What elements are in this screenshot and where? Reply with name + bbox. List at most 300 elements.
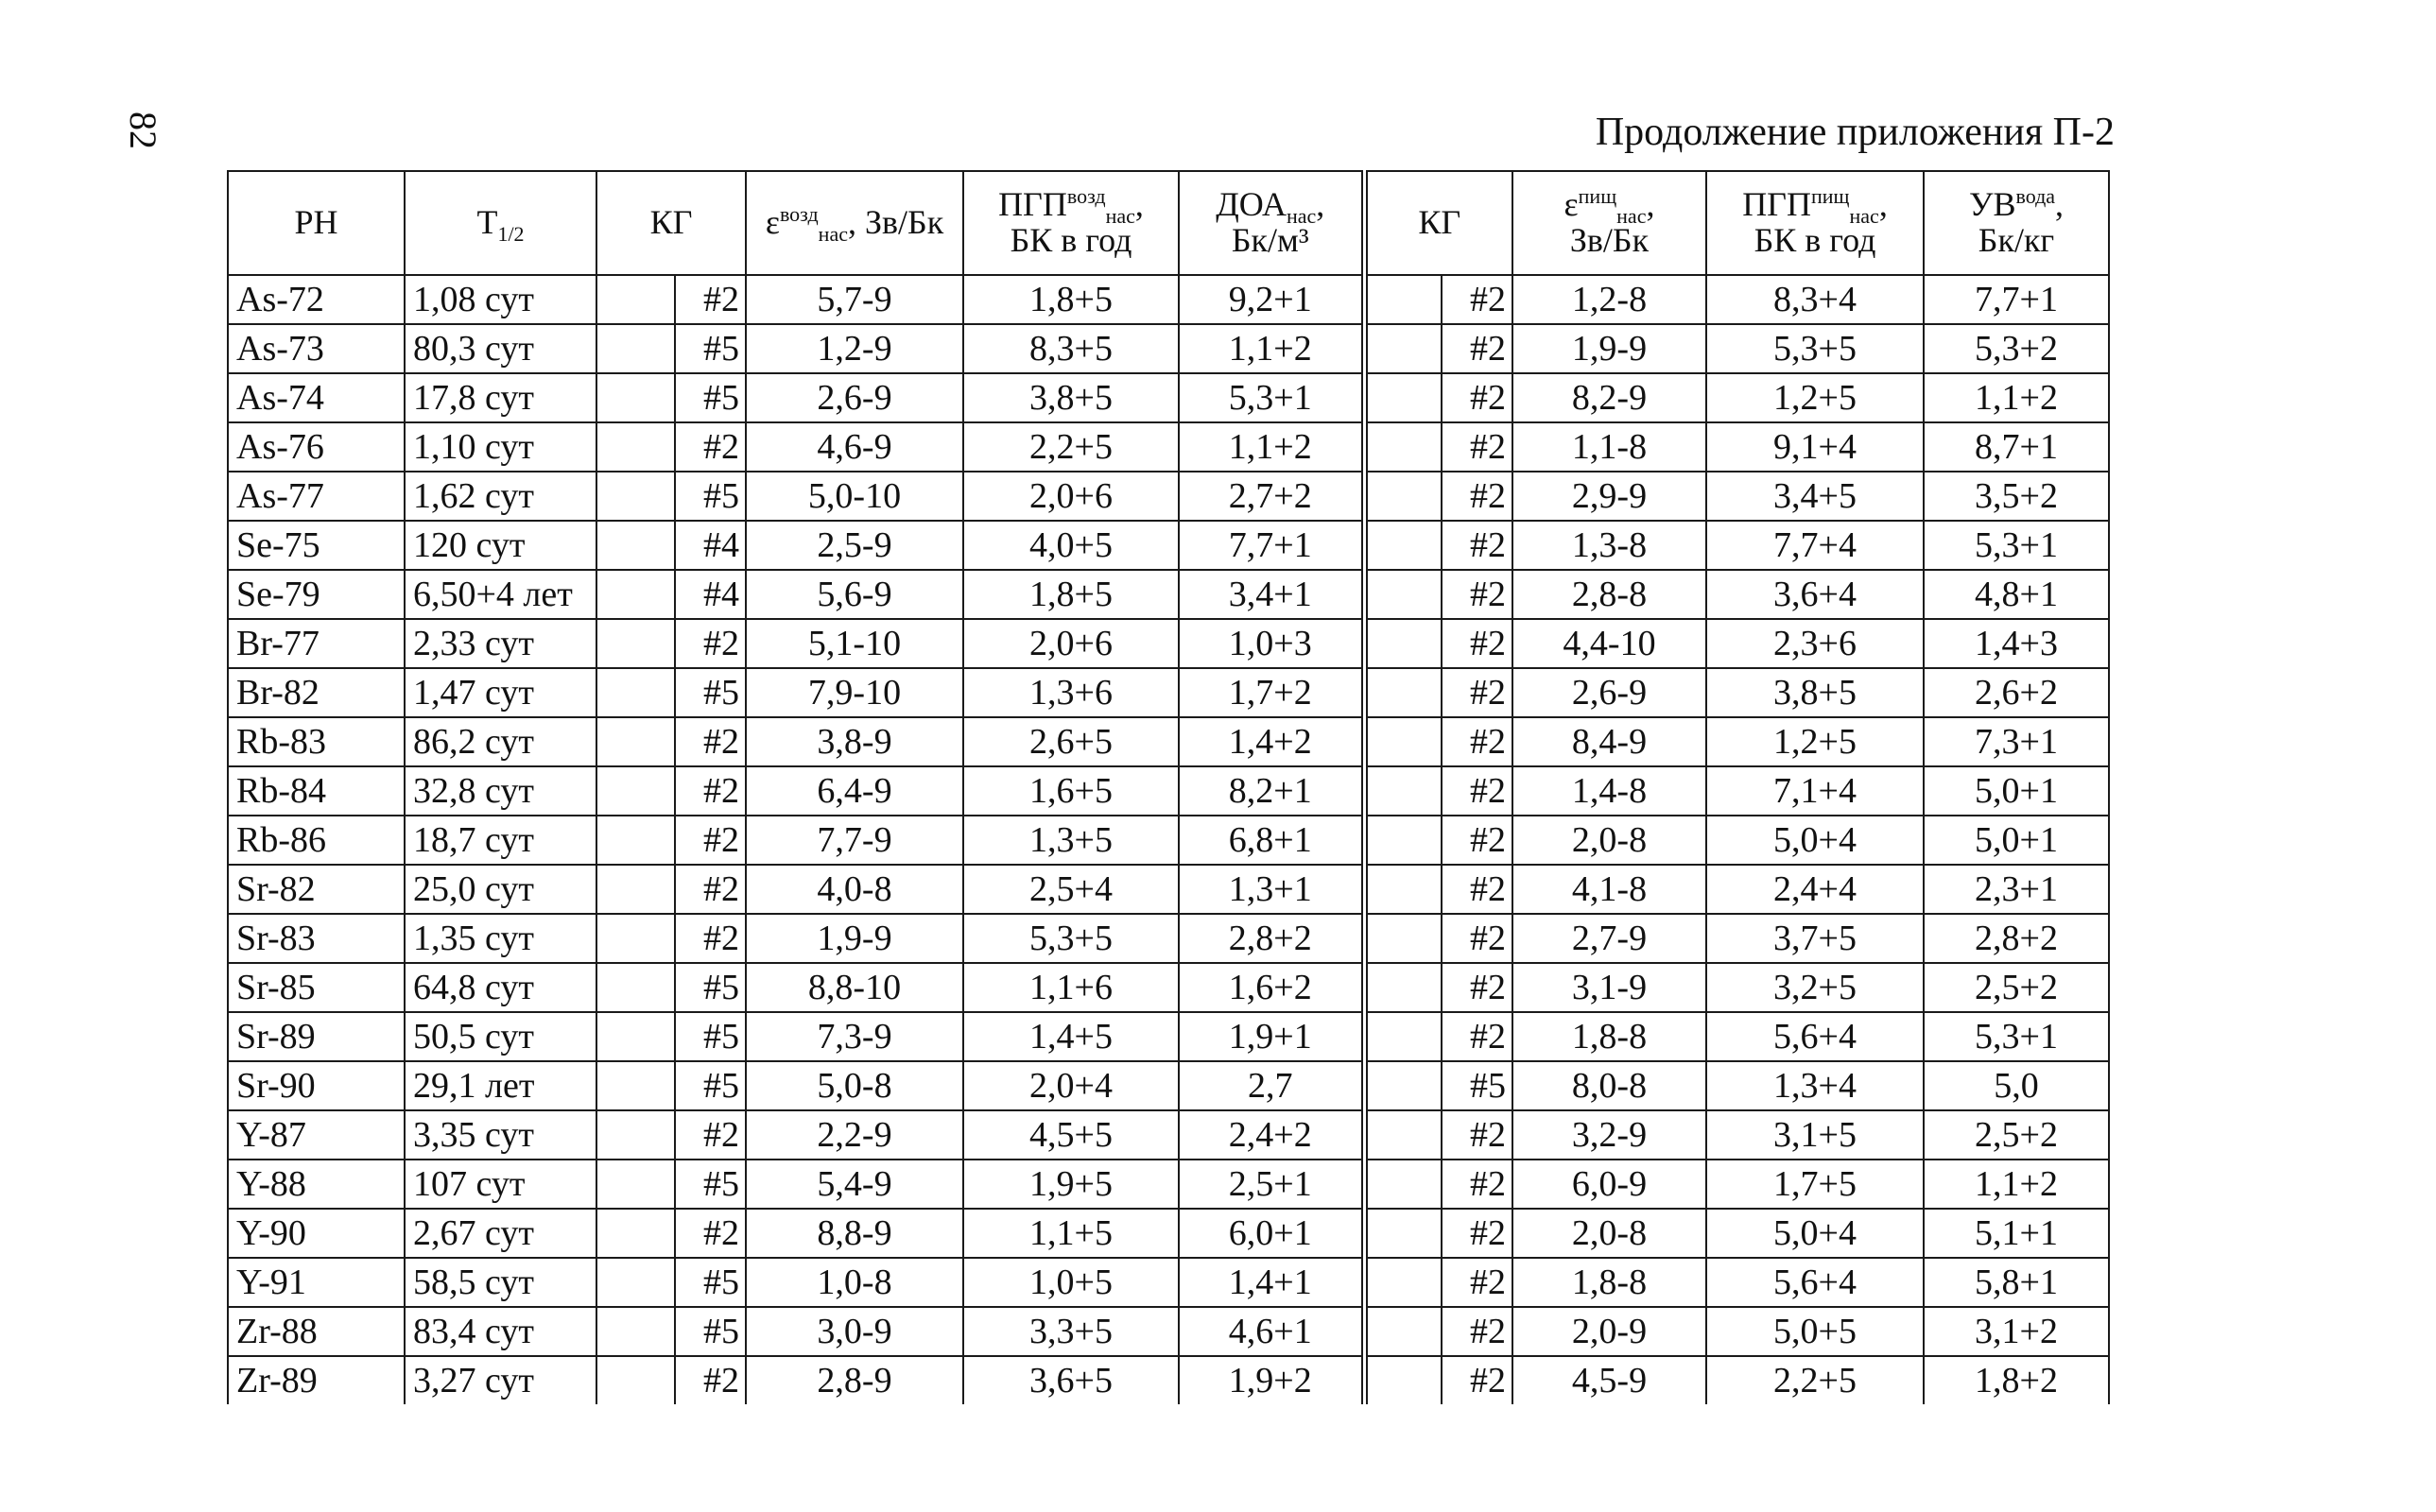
cell-kg-air-spacer <box>596 1061 675 1110</box>
table-row <box>228 275 2109 324</box>
cell-kg-air: #4 <box>675 570 746 619</box>
header-half-life: $T_{1/2}$ <box>405 171 596 275</box>
cell-pgp-food: 3,6+4 <box>1706 570 1924 619</box>
cell-kg-air-spacer <box>596 963 675 1012</box>
cell-eps-food: 1,1-8 <box>1512 422 1706 472</box>
cell-kg-air: #5 <box>675 1160 746 1209</box>
cell-pgp-food: 1,2+5 <box>1706 373 1924 422</box>
cell-kg-air: #2 <box>675 914 746 963</box>
cell-kg-food-spacer <box>1364 914 1442 963</box>
cell-rn: Rb-84 <box>228 766 405 816</box>
cell-uv-water: 5,3+2 <box>1924 324 2109 373</box>
table-row <box>228 865 2109 914</box>
table-row <box>228 521 2109 570</box>
cell-half-life: 80,3 сут <box>405 324 596 373</box>
cell-uv-water: 2,8+2 <box>1924 914 2109 963</box>
cell-kg-food: #2 <box>1442 275 1512 324</box>
table-row <box>228 816 2109 865</box>
cell-kg-air-spacer <box>596 619 675 668</box>
header-row <box>228 171 2109 275</box>
cell-eps-food: 3,2-9 <box>1512 1110 1706 1160</box>
cell-pgp-air: 3,6+5 <box>963 1356 1179 1404</box>
cell-eps-air: 6,4-9 <box>746 766 963 816</box>
cell-doa: 2,4+2 <box>1179 1110 1364 1160</box>
cell-kg-food-spacer <box>1364 570 1442 619</box>
cell-pgp-air: 1,0+5 <box>963 1258 1179 1307</box>
cell-half-life: 1,35 сут <box>405 914 596 963</box>
cell-pgp-air: 1,8+5 <box>963 570 1179 619</box>
header-pgp-air: $ПГП^{возд}_{нас}$, БК в год <box>963 171 1179 275</box>
cell-doa: 8,2+1 <box>1179 766 1364 816</box>
cell-kg-air-spacer <box>596 472 675 521</box>
cell-eps-food: 2,9-9 <box>1512 472 1706 521</box>
cell-doa: 6,0+1 <box>1179 1209 1364 1258</box>
cell-eps-food: 1,2-8 <box>1512 275 1706 324</box>
cell-kg-food-spacer <box>1364 422 1442 472</box>
cell-eps-food: 4,1-8 <box>1512 865 1706 914</box>
cell-kg-air-spacer <box>596 865 675 914</box>
cell-kg-food: #5 <box>1442 1061 1512 1110</box>
cell-kg-air: #2 <box>675 766 746 816</box>
cell-eps-food: 1,9-9 <box>1512 324 1706 373</box>
cell-kg-air-spacer <box>596 668 675 717</box>
cell-rn: Y-90 <box>228 1209 405 1258</box>
cell-rn: As-76 <box>228 422 405 472</box>
cell-kg-air: #2 <box>675 619 746 668</box>
cell-kg-air-spacer <box>596 324 675 373</box>
cell-doa: 9,2+1 <box>1179 275 1364 324</box>
cell-kg-air-spacer <box>596 1209 675 1258</box>
cell-rn: Rb-86 <box>228 816 405 865</box>
cell-doa: 2,5+1 <box>1179 1160 1364 1209</box>
cell-kg-food: #2 <box>1442 1160 1512 1209</box>
cell-eps-air: 1,0-8 <box>746 1258 963 1307</box>
cell-kg-air-spacer <box>596 570 675 619</box>
cell-uv-water: 7,7+1 <box>1924 275 2109 324</box>
cell-pgp-food: 1,7+5 <box>1706 1160 1924 1209</box>
cell-pgp-food: 1,2+5 <box>1706 717 1924 766</box>
cell-rn: Se-79 <box>228 570 405 619</box>
cell-rn: Y-87 <box>228 1110 405 1160</box>
cell-uv-water: 5,1+1 <box>1924 1209 2109 1258</box>
cell-kg-air-spacer <box>596 275 675 324</box>
cell-kg-food: #2 <box>1442 963 1512 1012</box>
cell-rn: As-74 <box>228 373 405 422</box>
cell-kg-air: #5 <box>675 1061 746 1110</box>
cell-doa: 1,3+1 <box>1179 865 1364 914</box>
cell-kg-food-spacer <box>1364 521 1442 570</box>
radionuclide-table-wrapper <box>227 170 2110 1404</box>
header-rn: РН <box>228 171 405 275</box>
cell-eps-air: 1,2-9 <box>746 324 963 373</box>
table-row <box>228 422 2109 472</box>
table-row <box>228 324 2109 373</box>
cell-rn: As-73 <box>228 324 405 373</box>
cell-uv-water: 5,3+1 <box>1924 521 2109 570</box>
cell-rn: Sr-90 <box>228 1061 405 1110</box>
cell-half-life: 18,7 сут <box>405 816 596 865</box>
cell-eps-food: 2,0-9 <box>1512 1307 1706 1356</box>
cell-pgp-air: 8,3+5 <box>963 324 1179 373</box>
cell-kg-food: #2 <box>1442 521 1512 570</box>
cell-pgp-air: 2,0+6 <box>963 619 1179 668</box>
cell-kg-food: #2 <box>1442 1307 1512 1356</box>
cell-uv-water: 7,3+1 <box>1924 717 2109 766</box>
cell-eps-air: 4,6-9 <box>746 422 963 472</box>
cell-half-life: 1,62 сут <box>405 472 596 521</box>
cell-pgp-air: 1,9+5 <box>963 1160 1179 1209</box>
cell-kg-food: #2 <box>1442 717 1512 766</box>
cell-pgp-food: 3,4+5 <box>1706 472 1924 521</box>
cell-kg-air: #2 <box>675 717 746 766</box>
header-uv-water: $УВ^{вода}$, Бк/кг <box>1924 171 2109 275</box>
cell-pgp-food: 2,3+6 <box>1706 619 1924 668</box>
cell-eps-food: 2,6-9 <box>1512 668 1706 717</box>
cell-eps-air: 5,6-9 <box>746 570 963 619</box>
cell-uv-water: 5,0+1 <box>1924 816 2109 865</box>
cell-pgp-air: 2,0+6 <box>963 472 1179 521</box>
cell-eps-food: 1,8-8 <box>1512 1012 1706 1061</box>
table-row <box>228 1012 2109 1061</box>
cell-pgp-air: 3,3+5 <box>963 1307 1179 1356</box>
cell-kg-air: #2 <box>675 1209 746 1258</box>
cell-kg-food-spacer <box>1364 963 1442 1012</box>
header-doa: $ДОА_{нас}$, Бк/м³ <box>1179 171 1364 275</box>
table-row <box>228 570 2109 619</box>
cell-rn: Sr-83 <box>228 914 405 963</box>
cell-half-life: 1,08 сут <box>405 275 596 324</box>
cell-kg-food: #2 <box>1442 1110 1512 1160</box>
cell-eps-food: 2,7-9 <box>1512 914 1706 963</box>
cell-kg-food: #2 <box>1442 472 1512 521</box>
cell-kg-food-spacer <box>1364 668 1442 717</box>
cell-doa: 1,0+3 <box>1179 619 1364 668</box>
cell-pgp-air: 3,8+5 <box>963 373 1179 422</box>
cell-rn: Rb-83 <box>228 717 405 766</box>
cell-half-life: 120 сут <box>405 521 596 570</box>
cell-eps-air: 3,0-9 <box>746 1307 963 1356</box>
cell-kg-air: #5 <box>675 1307 746 1356</box>
cell-kg-air-spacer <box>596 1258 675 1307</box>
cell-half-life: 25,0 сут <box>405 865 596 914</box>
cell-rn: Zr-88 <box>228 1307 405 1356</box>
cell-kg-air-spacer <box>596 717 675 766</box>
cell-half-life: 3,27 сут <box>405 1356 596 1404</box>
cell-rn: As-72 <box>228 275 405 324</box>
cell-eps-food: 3,1-9 <box>1512 963 1706 1012</box>
cell-kg-food: #2 <box>1442 1356 1512 1404</box>
cell-eps-air: 2,2-9 <box>746 1110 963 1160</box>
header-eps-air: $\varepsilon^{возд}_{нас}$, Зв/Бк <box>746 171 963 275</box>
cell-kg-food-spacer <box>1364 1012 1442 1061</box>
cell-pgp-air: 1,3+6 <box>963 668 1179 717</box>
cell-doa: 1,1+2 <box>1179 324 1364 373</box>
cell-kg-food: #2 <box>1442 373 1512 422</box>
cell-pgp-air: 1,6+5 <box>963 766 1179 816</box>
cell-eps-air: 3,8-9 <box>746 717 963 766</box>
cell-half-life: 83,4 сут <box>405 1307 596 1356</box>
cell-rn: Y-91 <box>228 1258 405 1307</box>
cell-doa: 1,9+2 <box>1179 1356 1364 1404</box>
cell-uv-water: 1,4+3 <box>1924 619 2109 668</box>
cell-pgp-food: 3,1+5 <box>1706 1110 1924 1160</box>
cell-eps-food: 2,0-8 <box>1512 1209 1706 1258</box>
cell-kg-food-spacer <box>1364 472 1442 521</box>
cell-kg-food-spacer <box>1364 1061 1442 1110</box>
cell-doa: 1,1+2 <box>1179 422 1364 472</box>
cell-kg-food-spacer <box>1364 816 1442 865</box>
cell-pgp-food: 5,3+5 <box>1706 324 1924 373</box>
cell-eps-air: 4,0-8 <box>746 865 963 914</box>
cell-kg-food: #2 <box>1442 766 1512 816</box>
cell-eps-food: 8,0-8 <box>1512 1061 1706 1110</box>
cell-eps-food: 4,4-10 <box>1512 619 1706 668</box>
cell-pgp-food: 2,2+5 <box>1706 1356 1924 1404</box>
cell-kg-food-spacer <box>1364 1160 1442 1209</box>
cell-uv-water: 2,5+2 <box>1924 1110 2109 1160</box>
cell-rn: Sr-89 <box>228 1012 405 1061</box>
table-row <box>228 1110 2109 1160</box>
cell-pgp-air: 1,1+6 <box>963 963 1179 1012</box>
cell-pgp-air: 1,3+5 <box>963 816 1179 865</box>
cell-eps-air: 2,5-9 <box>746 521 963 570</box>
cell-kg-air-spacer <box>596 1307 675 1356</box>
cell-eps-air: 8,8-9 <box>746 1209 963 1258</box>
cell-doa: 1,6+2 <box>1179 963 1364 1012</box>
cell-kg-food: #2 <box>1442 668 1512 717</box>
cell-kg-air-spacer <box>596 816 675 865</box>
cell-pgp-air: 2,6+5 <box>963 717 1179 766</box>
cell-kg-air: #5 <box>675 1258 746 1307</box>
cell-uv-water: 3,5+2 <box>1924 472 2109 521</box>
cell-uv-water: 5,8+1 <box>1924 1258 2109 1307</box>
cell-uv-water: 2,6+2 <box>1924 668 2109 717</box>
cell-pgp-food: 7,1+4 <box>1706 766 1924 816</box>
cell-kg-food-spacer <box>1364 1110 1442 1160</box>
cell-doa: 1,9+1 <box>1179 1012 1364 1061</box>
cell-pgp-air: 4,5+5 <box>963 1110 1179 1160</box>
cell-kg-food-spacer <box>1364 1356 1442 1404</box>
cell-half-life: 29,1 лет <box>405 1061 596 1110</box>
continuation-title: Продолжение приложения П-2 <box>1595 111 2115 154</box>
cell-kg-food: #2 <box>1442 865 1512 914</box>
cell-eps-air: 5,7-9 <box>746 275 963 324</box>
cell-kg-food: #2 <box>1442 816 1512 865</box>
cell-uv-water: 3,1+2 <box>1924 1307 2109 1356</box>
cell-uv-water: 2,3+1 <box>1924 865 2109 914</box>
cell-half-life: 64,8 сут <box>405 963 596 1012</box>
cell-eps-food: 1,8-8 <box>1512 1258 1706 1307</box>
cell-kg-food-spacer <box>1364 1209 1442 1258</box>
cell-kg-air-spacer <box>596 1160 675 1209</box>
cell-pgp-food: 3,8+5 <box>1706 668 1924 717</box>
table-row <box>228 619 2109 668</box>
cell-half-life: 32,8 сут <box>405 766 596 816</box>
cell-doa: 2,7 <box>1179 1061 1364 1110</box>
cell-kg-air-spacer <box>596 766 675 816</box>
cell-pgp-food: 3,7+5 <box>1706 914 1924 963</box>
cell-kg-air: #2 <box>675 1110 746 1160</box>
cell-pgp-food: 7,7+4 <box>1706 521 1924 570</box>
cell-doa: 6,8+1 <box>1179 816 1364 865</box>
header-kg-air: КГ <box>596 171 746 275</box>
cell-uv-water: 5,0 <box>1924 1061 2109 1110</box>
cell-eps-air: 5,4-9 <box>746 1160 963 1209</box>
cell-half-life: 1,10 сут <box>405 422 596 472</box>
cell-kg-air: #2 <box>675 816 746 865</box>
table-row <box>228 1258 2109 1307</box>
cell-pgp-food: 2,4+4 <box>1706 865 1924 914</box>
cell-doa: 2,8+2 <box>1179 914 1364 963</box>
cell-kg-air-spacer <box>596 1356 675 1404</box>
cell-eps-food: 8,2-9 <box>1512 373 1706 422</box>
table-row <box>228 717 2109 766</box>
cell-eps-food: 1,3-8 <box>1512 521 1706 570</box>
cell-doa: 5,3+1 <box>1179 373 1364 422</box>
cell-kg-air: #5 <box>675 668 746 717</box>
cell-uv-water: 2,5+2 <box>1924 963 2109 1012</box>
cell-eps-food: 6,0-9 <box>1512 1160 1706 1209</box>
cell-doa: 1,4+1 <box>1179 1258 1364 1307</box>
cell-half-life: 58,5 сут <box>405 1258 596 1307</box>
cell-pgp-air: 1,8+5 <box>963 275 1179 324</box>
table-row <box>228 766 2109 816</box>
cell-pgp-air: 2,5+4 <box>963 865 1179 914</box>
cell-half-life: 107 сут <box>405 1160 596 1209</box>
table-row <box>228 963 2109 1012</box>
cell-kg-food-spacer <box>1364 1307 1442 1356</box>
cell-eps-air: 2,8-9 <box>746 1356 963 1404</box>
cell-kg-food: #2 <box>1442 619 1512 668</box>
cell-kg-food-spacer <box>1364 865 1442 914</box>
cell-pgp-air: 5,3+5 <box>963 914 1179 963</box>
table-body <box>228 275 2109 1404</box>
cell-pgp-food: 5,6+4 <box>1706 1258 1924 1307</box>
cell-kg-food-spacer <box>1364 1258 1442 1307</box>
cell-kg-air: #2 <box>675 422 746 472</box>
cell-kg-food: #2 <box>1442 1209 1512 1258</box>
cell-kg-air: #2 <box>675 1356 746 1404</box>
cell-kg-air: #2 <box>675 275 746 324</box>
table-row <box>228 1209 2109 1258</box>
cell-doa: 1,7+2 <box>1179 668 1364 717</box>
cell-kg-food-spacer <box>1364 717 1442 766</box>
cell-pgp-food: 8,3+4 <box>1706 275 1924 324</box>
cell-kg-air-spacer <box>596 1012 675 1061</box>
table-row <box>228 668 2109 717</box>
cell-kg-air-spacer <box>596 1110 675 1160</box>
cell-kg-food: #2 <box>1442 570 1512 619</box>
table-row <box>228 472 2109 521</box>
header-eps-food: $\varepsilon^{пищ}_{нас}$, Зв/Бк <box>1512 171 1706 275</box>
table-row <box>228 373 2109 422</box>
cell-rn: Br-77 <box>228 619 405 668</box>
cell-rn: Sr-85 <box>228 963 405 1012</box>
cell-uv-water: 5,0+1 <box>1924 766 2109 816</box>
cell-pgp-air: 4,0+5 <box>963 521 1179 570</box>
table-row <box>228 1356 2109 1404</box>
cell-kg-food-spacer <box>1364 275 1442 324</box>
radionuclide-table <box>227 170 2110 1404</box>
cell-kg-food-spacer <box>1364 373 1442 422</box>
cell-kg-air: #5 <box>675 963 746 1012</box>
cell-half-life: 1,47 сут <box>405 668 596 717</box>
cell-rn: Sr-82 <box>228 865 405 914</box>
cell-eps-food: 2,0-8 <box>1512 816 1706 865</box>
cell-pgp-food: 1,3+4 <box>1706 1061 1924 1110</box>
cell-doa: 3,4+1 <box>1179 570 1364 619</box>
cell-doa: 4,6+1 <box>1179 1307 1364 1356</box>
cell-eps-air: 5,0-8 <box>746 1061 963 1110</box>
cell-rn: Se-75 <box>228 521 405 570</box>
cell-eps-air: 1,9-9 <box>746 914 963 963</box>
cell-rn: Zr-89 <box>228 1356 405 1404</box>
cell-eps-air: 7,7-9 <box>746 816 963 865</box>
table-row <box>228 1160 2109 1209</box>
cell-kg-air: #2 <box>675 865 746 914</box>
table-row <box>228 914 2109 963</box>
cell-kg-food: #2 <box>1442 1258 1512 1307</box>
cell-eps-food: 1,4-8 <box>1512 766 1706 816</box>
cell-kg-food: #2 <box>1442 324 1512 373</box>
cell-uv-water: 1,8+2 <box>1924 1356 2109 1404</box>
cell-pgp-food: 5,6+4 <box>1706 1012 1924 1061</box>
cell-kg-air: #4 <box>675 521 746 570</box>
cell-rn: Br-82 <box>228 668 405 717</box>
table-row <box>228 1307 2109 1356</box>
cell-kg-air-spacer <box>596 373 675 422</box>
cell-pgp-air: 1,1+5 <box>963 1209 1179 1258</box>
cell-uv-water: 5,3+1 <box>1924 1012 2109 1061</box>
cell-uv-water: 1,1+2 <box>1924 1160 2109 1209</box>
cell-eps-air: 2,6-9 <box>746 373 963 422</box>
cell-rn: Y-88 <box>228 1160 405 1209</box>
cell-doa: 2,7+2 <box>1179 472 1364 521</box>
cell-eps-food: 8,4-9 <box>1512 717 1706 766</box>
cell-doa: 1,4+2 <box>1179 717 1364 766</box>
cell-kg-food-spacer <box>1364 619 1442 668</box>
cell-rn: As-77 <box>228 472 405 521</box>
header-kg-food: КГ <box>1364 171 1512 275</box>
cell-kg-air-spacer <box>596 422 675 472</box>
cell-half-life: 2,33 сут <box>405 619 596 668</box>
cell-eps-food: 2,8-8 <box>1512 570 1706 619</box>
table-row <box>228 1061 2109 1110</box>
cell-uv-water: 8,7+1 <box>1924 422 2109 472</box>
cell-doa: 7,7+1 <box>1179 521 1364 570</box>
cell-half-life: 6,50+4 лет <box>405 570 596 619</box>
cell-pgp-air: 2,0+4 <box>963 1061 1179 1110</box>
cell-half-life: 2,67 сут <box>405 1209 596 1258</box>
cell-eps-air: 7,9-10 <box>746 668 963 717</box>
cell-pgp-food: 3,2+5 <box>1706 963 1924 1012</box>
cell-kg-air: #5 <box>675 373 746 422</box>
cell-eps-air: 5,1-10 <box>746 619 963 668</box>
cell-kg-air-spacer <box>596 914 675 963</box>
page-number: 82 <box>122 112 164 149</box>
cell-kg-food: #2 <box>1442 914 1512 963</box>
cell-kg-food-spacer <box>1364 766 1442 816</box>
cell-half-life: 50,5 сут <box>405 1012 596 1061</box>
cell-eps-air: 5,0-10 <box>746 472 963 521</box>
cell-half-life: 86,2 сут <box>405 717 596 766</box>
cell-eps-air: 8,8-10 <box>746 963 963 1012</box>
cell-kg-air: #5 <box>675 472 746 521</box>
cell-kg-food: #2 <box>1442 422 1512 472</box>
cell-pgp-food: 5,0+4 <box>1706 816 1924 865</box>
cell-kg-food: #2 <box>1442 1012 1512 1061</box>
cell-pgp-air: 2,2+5 <box>963 422 1179 472</box>
